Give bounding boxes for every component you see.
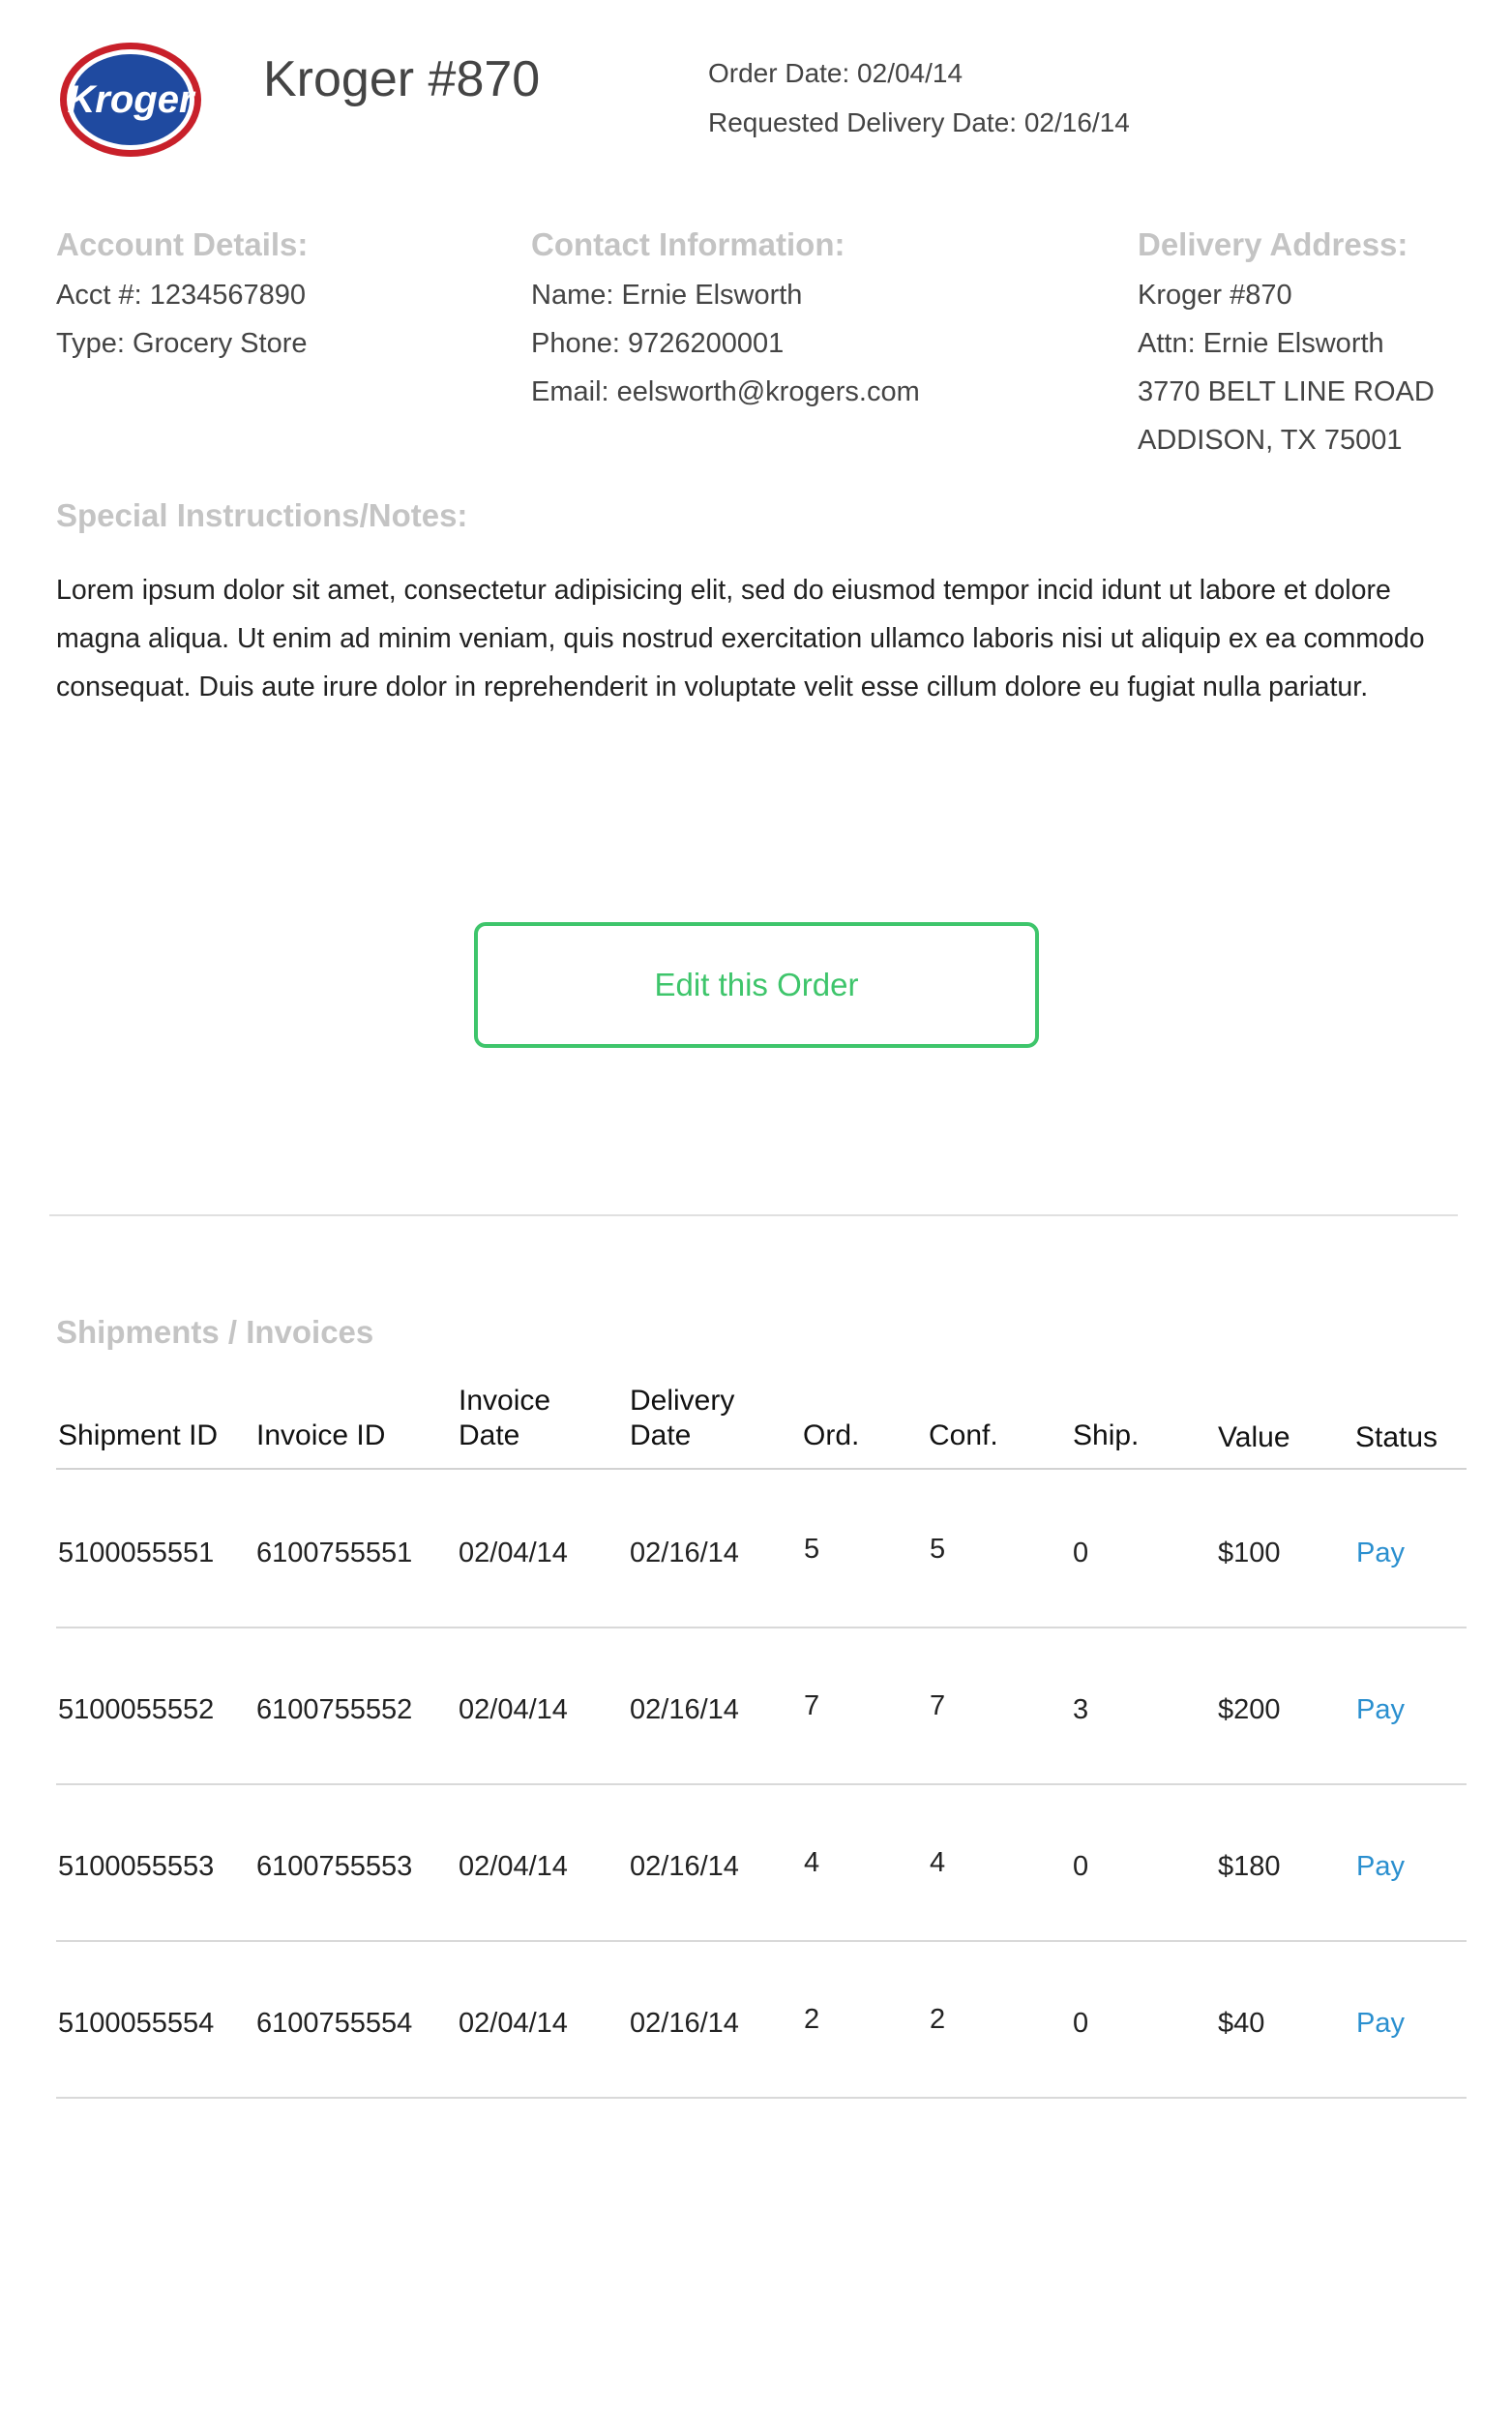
store-title: Kroger #870	[263, 51, 541, 107]
cell-ord: 7	[804, 1690, 820, 1721]
pay-link[interactable]: Pay	[1356, 1694, 1405, 1725]
table-row	[56, 1940, 1467, 2099]
delivery-line-2: Attn: Ernie Elsworth	[1138, 328, 1384, 359]
cell-shipment-id: 5100055551	[58, 1538, 215, 1568]
contact-phone: Phone: 9726200001	[531, 328, 785, 359]
special-instructions-heading: Special Instructions/Notes:	[56, 497, 468, 533]
edit-order-button[interactable]: Edit this Order	[474, 922, 1039, 1048]
special-instructions-body: Lorem ipsum dolor sit amet, consectetur adipisicing elit, sed do eiusmod tempor incid idunt ut labore et dolore magna aliqua. Ut enim ad minim veniam, quis nostrud exercitation ullamco laboris nisi ut aliquip ex ea commodo consequat. Duis aute irure dolor in reprehenderit in voluptate velit esse cillum dolore eu fugiat nulla pariatur.	[56, 575, 1425, 702]
delivery-line-4: ADDISON, TX 75001	[1138, 425, 1403, 456]
cell-ship: 0	[1073, 2008, 1089, 2039]
pay-link[interactable]: Pay	[1356, 1851, 1405, 1882]
cell-delivery-date: 02/16/14	[630, 2008, 739, 2039]
cell-value: $200	[1218, 1694, 1281, 1725]
svg-text:Kroger: Kroger	[67, 78, 194, 121]
contact-email: Email: eelsworth@krogers.com	[531, 376, 920, 407]
cell-delivery-date: 02/16/14	[630, 1851, 739, 1882]
cell-invoice-date: 02/04/14	[459, 1538, 568, 1568]
table-row	[56, 1783, 1467, 1942]
order-date: Order Date: 02/04/14	[708, 58, 964, 88]
cell-value: $100	[1218, 1538, 1281, 1568]
cell-value: $40	[1218, 2008, 1265, 2039]
cell-ord: 2	[804, 2004, 820, 2035]
col-header-status: Status	[1355, 1421, 1438, 1453]
col-header-delivery-date-line-2: Date	[630, 1419, 692, 1451]
contact-name: Name: Ernie Elsworth	[531, 280, 803, 311]
cell-shipment-id: 5100055553	[58, 1851, 215, 1882]
col-header-conf: Conf.	[929, 1419, 998, 1451]
delivery-line-1: Kroger #870	[1138, 280, 1292, 311]
cell-value: $180	[1218, 1851, 1281, 1882]
pay-link[interactable]: Pay	[1356, 1538, 1405, 1568]
account-details-heading: Account Details:	[56, 226, 309, 262]
col-header-ord: Ord.	[803, 1419, 860, 1451]
cell-shipment-id: 5100055552	[58, 1694, 215, 1725]
col-header-invoice-id: Invoice ID	[256, 1419, 386, 1451]
cell-invoice-id: 6100755551	[256, 1538, 413, 1568]
table-row	[56, 1470, 1467, 1628]
col-header-invoice-date-line-1: Invoice	[459, 1385, 551, 1417]
cell-ship: 3	[1073, 1694, 1089, 1725]
cell-ship: 0	[1073, 1538, 1089, 1568]
col-header-value: Value	[1218, 1421, 1290, 1453]
cell-conf: 7	[930, 1690, 946, 1721]
kroger-logo	[58, 41, 203, 159]
cell-conf: 2	[930, 2004, 946, 2035]
section-divider	[49, 1214, 1458, 1216]
account-type: Type: Grocery Store	[56, 328, 308, 359]
requested-delivery-date: Requested Delivery Date: 02/16/14	[708, 107, 1130, 137]
contact-info-heading: Contact Information:	[531, 226, 845, 262]
table-row	[56, 1627, 1467, 1785]
cell-shipment-id: 5100055554	[58, 2008, 215, 2039]
account-number: Acct #: 1234567890	[56, 280, 306, 311]
cell-ord: 5	[804, 1534, 820, 1565]
cell-conf: 4	[930, 1847, 946, 1878]
col-header-invoice-date-line-2: Date	[459, 1419, 520, 1451]
delivery-line-3: 3770 BELT LINE ROAD	[1138, 376, 1435, 407]
cell-delivery-date: 02/16/14	[630, 1694, 739, 1725]
cell-conf: 5	[930, 1534, 946, 1565]
cell-ship: 0	[1073, 1851, 1089, 1882]
col-header-delivery-date	[630, 1384, 734, 1453]
pay-link[interactable]: Pay	[1356, 2008, 1405, 2039]
cell-invoice-date: 02/04/14	[459, 2008, 568, 2039]
col-header-delivery-date-line-1: Delivery	[630, 1385, 735, 1417]
cell-delivery-date: 02/16/14	[630, 1538, 739, 1568]
cell-invoice-date: 02/04/14	[459, 1851, 568, 1882]
cell-invoice-id: 6100755552	[256, 1694, 413, 1725]
col-header-invoice-date	[459, 1384, 550, 1453]
col-header-ship: Ship.	[1073, 1419, 1140, 1451]
col-header-shipment-id: Shipment ID	[58, 1419, 219, 1451]
shipments-invoices-heading: Shipments / Invoices	[56, 1314, 374, 1350]
cell-invoice-id: 6100755554	[256, 2008, 413, 2039]
cell-ord: 4	[804, 1847, 820, 1878]
delivery-address-heading: Delivery Address:	[1138, 226, 1408, 262]
cell-invoice-id: 6100755553	[256, 1851, 413, 1882]
cell-invoice-date: 02/04/14	[459, 1694, 568, 1725]
